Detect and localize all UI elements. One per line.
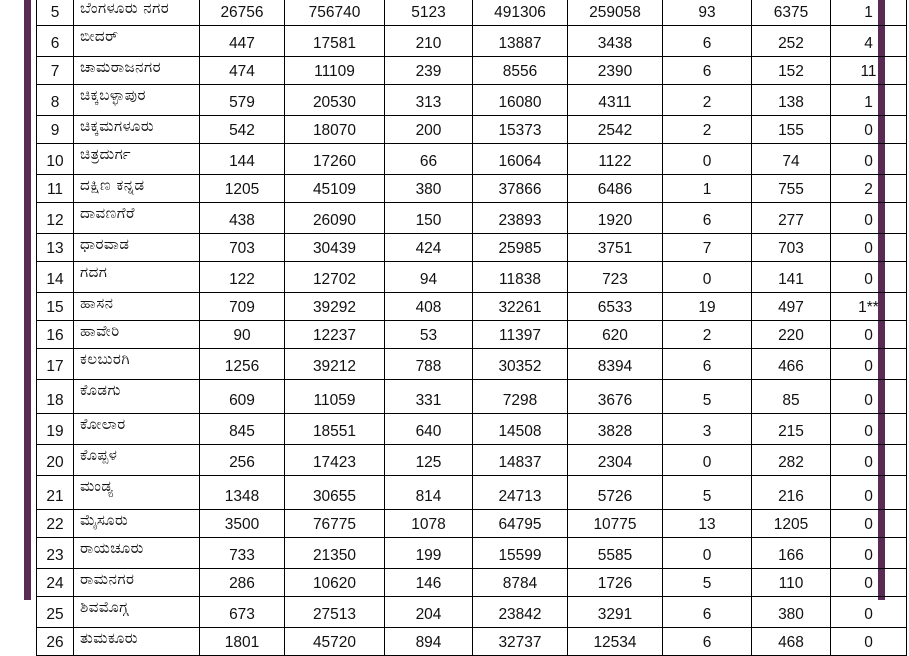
value-cell: 723 [568,262,663,293]
value-cell: 199 [385,538,473,569]
row-number-cell: 26 [37,628,74,656]
value-cell: 94 [385,262,473,293]
district-name-cell: ಕೋಲಾರ [74,414,200,445]
row-number-cell: 6 [37,26,74,57]
value-cell: 2 [663,321,752,349]
value-cell: 37866 [473,175,568,203]
district-name-cell: ಚಿಕ್ಕಮಗಳೂರು [74,116,200,144]
value-cell: 0 [831,380,907,414]
value-cell: 11109 [285,57,385,85]
value-cell: 1256 [200,349,285,380]
value-cell: 2304 [568,445,663,476]
value-cell: 259058 [568,0,663,26]
value-cell: 0 [831,234,907,262]
value-cell: 0 [663,262,752,293]
value-cell: 125 [385,445,473,476]
value-cell: 166 [752,538,831,569]
table-row [37,57,907,85]
value-cell: 4311 [568,85,663,116]
value-cell: 6 [663,597,752,628]
value-cell: 1 [663,175,752,203]
table-row [37,85,907,116]
value-cell: 447 [200,26,285,57]
row-number-cell: 24 [37,569,74,597]
table-row [37,569,907,597]
value-cell: 0 [831,321,907,349]
value-cell: 0 [831,510,907,538]
district-name-cell: ಕಲಬುರಗಿ [74,349,200,380]
row-number-cell: 9 [37,116,74,144]
value-cell: 16064 [473,144,568,175]
value-cell: 620 [568,321,663,349]
value-cell: 74 [752,144,831,175]
value-cell: 497 [752,293,831,321]
table-row [37,144,907,175]
value-cell: 424 [385,234,473,262]
value-cell: 8556 [473,57,568,85]
value-cell: 21350 [285,538,385,569]
value-cell: 17423 [285,445,385,476]
value-cell: 12534 [568,628,663,656]
value-cell: 215 [752,414,831,445]
value-cell: 3751 [568,234,663,262]
value-cell: 542 [200,116,285,144]
value-cell: 5585 [568,538,663,569]
value-cell: 0 [831,597,907,628]
value-cell: 0 [831,569,907,597]
value-cell: 6 [663,349,752,380]
district-name-cell: ರಾಮನಗರ [74,569,200,597]
value-cell: 0 [831,203,907,234]
value-cell: 26756 [200,0,285,26]
district-name-cell: ಶಿವಮೊಗ್ಗ [74,597,200,628]
row-number-cell: 18 [37,380,74,414]
value-cell: 3676 [568,380,663,414]
value-cell: 30655 [285,476,385,510]
value-cell: 138 [752,85,831,116]
value-cell: 122 [200,262,285,293]
value-cell: 5 [663,380,752,414]
value-cell: 39292 [285,293,385,321]
value-cell: 1205 [752,510,831,538]
value-cell: 1205 [200,175,285,203]
value-cell: 1920 [568,203,663,234]
district-name-cell: ಹಾಸನ [74,293,200,321]
value-cell: 0 [663,538,752,569]
value-cell: 6 [663,26,752,57]
row-number-cell: 14 [37,262,74,293]
value-cell: 8394 [568,349,663,380]
district-name-cell: ದಕ್ಷಿಣ ಕನ್ನಡ [74,175,200,203]
value-cell: 8784 [473,569,568,597]
value-cell: 733 [200,538,285,569]
table-row [37,476,907,510]
value-cell: 239 [385,57,473,85]
value-cell: 11838 [473,262,568,293]
district-name-cell: ಧಾರವಾಡ [74,234,200,262]
value-cell: 6375 [752,0,831,26]
value-cell: 709 [200,293,285,321]
value-cell: 640 [385,414,473,445]
value-cell: 1 [831,0,907,26]
value-cell: 210 [385,26,473,57]
value-cell: 85 [752,380,831,414]
value-cell: 1 [831,85,907,116]
value-cell: 2542 [568,116,663,144]
value-cell: 0 [831,116,907,144]
row-number-cell: 21 [37,476,74,510]
value-cell: 380 [752,597,831,628]
value-cell: 14508 [473,414,568,445]
value-cell: 23842 [473,597,568,628]
table-row [37,262,907,293]
value-cell: 23893 [473,203,568,234]
district-covid-table [36,0,907,656]
value-cell: 17581 [285,26,385,57]
row-number-cell: 15 [37,293,74,321]
value-cell: 216 [752,476,831,510]
value-cell: 39212 [285,349,385,380]
value-cell: 6486 [568,175,663,203]
value-cell: 93 [663,0,752,26]
table-row [37,203,907,234]
value-cell: 11 [831,57,907,85]
district-name-cell: ತುಮಕೂರು [74,628,200,656]
table-row [37,597,907,628]
value-cell: 256 [200,445,285,476]
table-row [37,234,907,262]
value-cell: 30352 [473,349,568,380]
value-cell: 16080 [473,85,568,116]
district-name-cell: ಕೊಪ್ಪಳ [74,445,200,476]
value-cell: 2390 [568,57,663,85]
value-cell: 286 [200,569,285,597]
value-cell: 155 [752,116,831,144]
district-name-cell: ಮಂಡ್ಯ [74,476,200,510]
value-cell: 313 [385,85,473,116]
row-number-cell: 7 [37,57,74,85]
value-cell: 110 [752,569,831,597]
value-cell: 5 [663,476,752,510]
value-cell: 1** [831,293,907,321]
district-table-container [31,0,878,656]
value-cell: 11397 [473,321,568,349]
table-row [37,380,907,414]
district-name-cell: ಚಿತ್ರದುರ್ಗ [74,144,200,175]
table-row [37,293,907,321]
value-cell: 32737 [473,628,568,656]
value-cell: 146 [385,569,473,597]
value-cell: 0 [831,144,907,175]
district-name-cell: ಹಾವೇರಿ [74,321,200,349]
value-cell: 30439 [285,234,385,262]
value-cell: 894 [385,628,473,656]
value-cell: 0 [831,476,907,510]
table-row [37,414,907,445]
value-cell: 2 [663,85,752,116]
value-cell: 152 [752,57,831,85]
value-cell: 380 [385,175,473,203]
table-row [37,26,907,57]
value-cell: 3291 [568,597,663,628]
row-number-cell: 22 [37,510,74,538]
value-cell: 5726 [568,476,663,510]
value-cell: 438 [200,203,285,234]
value-cell: 6 [663,628,752,656]
value-cell: 755 [752,175,831,203]
row-number-cell: 13 [37,234,74,262]
table-row [37,445,907,476]
value-cell: 45109 [285,175,385,203]
table-row [37,510,907,538]
district-name-cell: ಕೊಡಗು [74,380,200,414]
row-number-cell: 19 [37,414,74,445]
value-cell: 200 [385,116,473,144]
value-cell: 756740 [285,0,385,26]
district-name-cell: ರಾಯಚೂರು [74,538,200,569]
row-number-cell: 12 [37,203,74,234]
value-cell: 6 [663,57,752,85]
value-cell: 15373 [473,116,568,144]
value-cell: 5123 [385,0,473,26]
value-cell: 252 [752,26,831,57]
value-cell: 703 [200,234,285,262]
row-number-cell: 23 [37,538,74,569]
value-cell: 3 [663,414,752,445]
value-cell: 0 [831,538,907,569]
value-cell: 788 [385,349,473,380]
value-cell: 90 [200,321,285,349]
value-cell: 703 [752,234,831,262]
value-cell: 673 [200,597,285,628]
row-number-cell: 5 [37,0,74,26]
district-name-cell: ದಾವಣಗೆರೆ [74,203,200,234]
value-cell: 7 [663,234,752,262]
value-cell: 18070 [285,116,385,144]
value-cell: 12702 [285,262,385,293]
district-name-cell: ಮೈಸೂರು [74,510,200,538]
value-cell: 0 [831,349,907,380]
value-cell: 7298 [473,380,568,414]
value-cell: 20530 [285,85,385,116]
district-name-cell: ಚಾಮರಾಜನಗರ [74,57,200,85]
value-cell: 3500 [200,510,285,538]
value-cell: 491306 [473,0,568,26]
value-cell: 220 [752,321,831,349]
value-cell: 4 [831,26,907,57]
value-cell: 5 [663,569,752,597]
row-number-cell: 16 [37,321,74,349]
value-cell: 66 [385,144,473,175]
value-cell: 11059 [285,380,385,414]
value-cell: 814 [385,476,473,510]
value-cell: 45720 [285,628,385,656]
value-cell: 277 [752,203,831,234]
row-number-cell: 11 [37,175,74,203]
value-cell: 10775 [568,510,663,538]
value-cell: 150 [385,203,473,234]
value-cell: 76775 [285,510,385,538]
value-cell: 27513 [285,597,385,628]
value-cell: 0 [831,628,907,656]
value-cell: 144 [200,144,285,175]
value-cell: 15599 [473,538,568,569]
row-number-cell: 10 [37,144,74,175]
row-number-cell: 20 [37,445,74,476]
value-cell: 19 [663,293,752,321]
value-cell: 0 [831,414,907,445]
value-cell: 466 [752,349,831,380]
value-cell: 1801 [200,628,285,656]
district-name-cell: ಬೀದರ್ [74,26,200,57]
value-cell: 10620 [285,569,385,597]
value-cell: 13 [663,510,752,538]
value-cell: 26090 [285,203,385,234]
value-cell: 1348 [200,476,285,510]
value-cell: 24713 [473,476,568,510]
table-row [37,175,907,203]
value-cell: 331 [385,380,473,414]
value-cell: 1726 [568,569,663,597]
value-cell: 204 [385,597,473,628]
table-row [37,321,907,349]
value-cell: 2 [831,175,907,203]
value-cell: 32261 [473,293,568,321]
value-cell: 3828 [568,414,663,445]
district-name-cell: ಗದಗ [74,262,200,293]
value-cell: 53 [385,321,473,349]
table-row [37,349,907,380]
value-cell: 6 [663,203,752,234]
value-cell: 3438 [568,26,663,57]
value-cell: 609 [200,380,285,414]
value-cell: 64795 [473,510,568,538]
table-row [37,538,907,569]
value-cell: 25985 [473,234,568,262]
table-row [37,116,907,144]
value-cell: 0 [831,445,907,476]
value-cell: 14837 [473,445,568,476]
value-cell: 6533 [568,293,663,321]
value-cell: 13887 [473,26,568,57]
value-cell: 141 [752,262,831,293]
value-cell: 408 [385,293,473,321]
value-cell: 2 [663,116,752,144]
value-cell: 468 [752,628,831,656]
row-number-cell: 25 [37,597,74,628]
row-number-cell: 17 [37,349,74,380]
value-cell: 845 [200,414,285,445]
value-cell: 17260 [285,144,385,175]
value-cell: 18551 [285,414,385,445]
value-cell: 0 [831,262,907,293]
table-row [37,0,907,26]
value-cell: 0 [663,445,752,476]
value-cell: 282 [752,445,831,476]
value-cell: 579 [200,85,285,116]
district-name-cell: ಬೆಂಗಳೂರು ನಗರ [74,0,200,26]
table-row [37,628,907,656]
value-cell: 474 [200,57,285,85]
value-cell: 1122 [568,144,663,175]
district-name-cell: ಚಿಕ್ಕಬಳ್ಳಾಪುರ [74,85,200,116]
value-cell: 12237 [285,321,385,349]
page-border-left [24,0,31,600]
value-cell: 1078 [385,510,473,538]
value-cell: 0 [663,144,752,175]
row-number-cell: 8 [37,85,74,116]
